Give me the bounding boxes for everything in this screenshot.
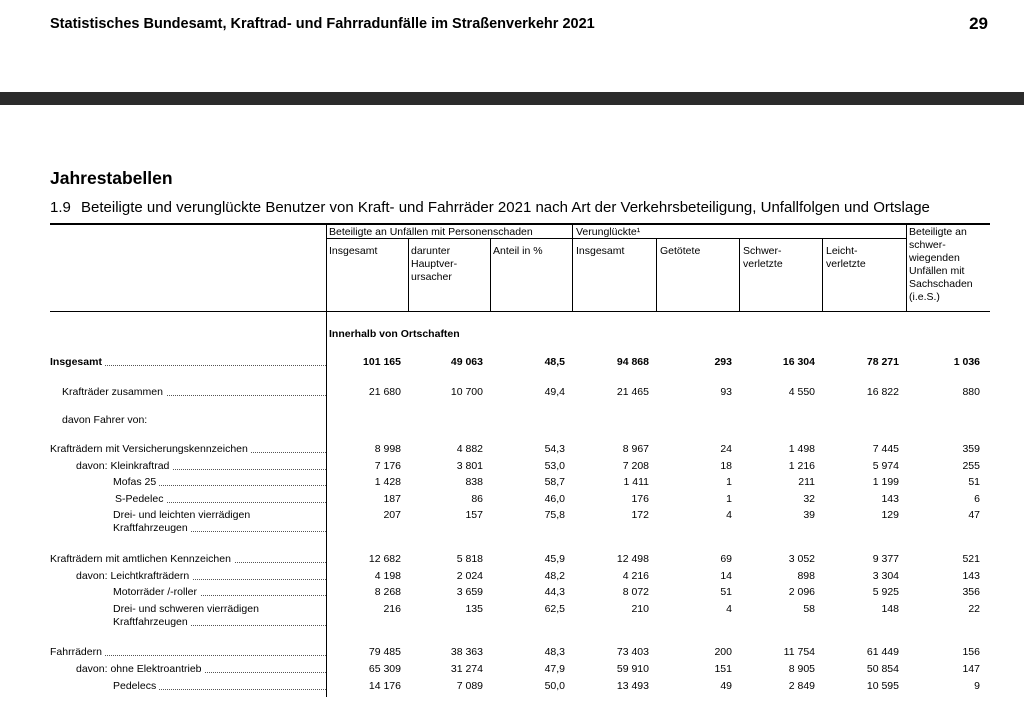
table-cell: 3 304 [872,570,899,582]
table-cell: 22 [968,603,980,615]
table-cell: 1 [726,476,732,488]
table-cell: 50,0 [544,680,565,692]
table-cell: 14 176 [368,680,401,692]
table-cell: 521 [962,553,980,565]
col-divider [326,224,327,312]
row-label: davon: ohne Elektroantrieb [76,663,326,676]
table-cell: 9 377 [872,553,899,565]
table-cell: 32 [803,493,815,505]
table-cell: 359 [962,443,980,455]
table-cell: 18 [720,460,732,472]
col-divider [739,239,740,312]
table-cell: 898 [797,570,815,582]
row-label: Pedelecs [113,680,326,693]
table-cell: 47,9 [544,663,565,675]
table-cell: 1 199 [872,476,899,488]
table-cell: 207 [383,509,401,521]
table-cell: 1 036 [953,356,980,368]
table-cell: 1 216 [788,460,815,472]
table-cell: 216 [383,603,401,615]
table-cell: 75,8 [544,509,565,521]
table-cell: 3 659 [456,586,483,598]
row-label: davon Fahrer von: [62,414,326,427]
table-cell: 8 072 [622,586,649,598]
row-label: S-Pedelec [113,493,326,506]
table-cell: 8 268 [374,586,401,598]
table-cell: 86 [471,493,483,505]
table-cell: 51 [968,476,980,488]
table-cell: 880 [962,386,980,398]
row-label: Drei- und leichten vierrädigen [113,509,326,522]
table-cell: 44,3 [544,586,565,598]
table-cell: 49,4 [544,386,565,398]
table-cell: 4 198 [374,570,401,582]
table-cell: 151 [714,663,732,675]
table-cell: 10 595 [866,680,899,692]
table-cell: 62,5 [544,603,565,615]
table-cell: 24 [720,443,732,455]
table-cell: 38 363 [450,646,483,658]
group-header-beteiligte: Beteiligte an Unfällen mit Personenschaden [329,226,533,238]
header-band [0,92,1024,105]
table-cell: 3 052 [788,553,815,565]
table-cell: 9 [974,680,980,692]
table-cell: 10 700 [450,386,483,398]
table-cell: 61 449 [866,646,899,658]
table-cell: 4 [726,603,732,615]
col-header-sachschaden: Beteiligte an schwer- wiegenden Unfällen mit Sachschaden (i.e.S.) [909,226,973,303]
table-cell: 8 905 [788,663,815,675]
col-header-hauptverursacher: darunter Hauptver- ursacher [411,245,458,283]
table-cell: 1 428 [374,476,401,488]
col-header-insgesamt: Insgesamt [329,245,378,257]
col-divider [822,239,823,312]
table-cell: 4 216 [622,570,649,582]
table-cell: 21 465 [616,386,649,398]
table-cell: 65 309 [368,663,401,675]
table-cell: 8 967 [622,443,649,455]
row-label: Fahrrädern [50,646,326,659]
col-divider [490,239,491,312]
table-cell: 147 [962,663,980,675]
col-divider [572,224,573,312]
table-cell: 210 [631,603,649,615]
row-label: Motorräder /-roller [113,586,326,599]
row-label: Krafträdern mit amtlichen Kennzeichen [50,553,326,566]
table-cell: 8 998 [374,443,401,455]
col-header-verungl-insgesamt: Insgesamt [576,245,625,257]
table-cell: 49 [720,680,732,692]
table-cell: 31 274 [450,663,483,675]
row-label: davon: Leichtkrafträdern [76,570,326,583]
table-cell: 172 [631,509,649,521]
row-label: Drei- und schweren vierrädigen [113,603,326,616]
table-cell: 187 [383,493,401,505]
table-cell: 47 [968,509,980,521]
table-cell: 135 [465,603,483,615]
col-header-getoetete: Getötete [660,245,701,257]
table-cell: 129 [881,509,899,521]
table-cell: 1 498 [788,443,815,455]
table-cell: 293 [714,356,732,368]
section-title: Jahrestabellen [50,168,173,188]
page-number: 29 [969,14,988,33]
table-cell: 356 [962,586,980,598]
table-cell: 11 754 [783,646,815,658]
row-label: Insgesamt [50,356,326,369]
header-bottom-rule [50,311,990,312]
row-label: Krafträder zusammen [62,386,326,399]
table-cell: 156 [962,646,980,658]
table-cell: 59 910 [616,663,649,675]
table-cell: 143 [962,570,980,582]
table-cell: 7 089 [456,680,483,692]
table-title [50,199,930,216]
col-header-schwerverletzte: Schwer- verletzte [743,245,783,270]
table-cell: 53,0 [544,460,565,472]
table-number: 1.9 [50,199,71,216]
table-cell: 4 [726,509,732,521]
row-label: Krafträdern mit Versicherungskennzeichen [50,443,326,456]
table-cell: 48,3 [544,646,565,658]
col-divider [408,239,409,312]
table-cell: 45,9 [544,553,565,565]
table-cell: 2 849 [788,680,815,692]
table-cell: 12 682 [368,553,401,565]
table-cell: 73 403 [616,646,649,658]
col-header-leichtverletzte: Leicht- verletzte [826,245,866,270]
table-title-text: Beteiligte und verunglückte Benutzer von Kraft- und Fahrräder 2021 nach Art der Verkehrsbeteiligung, Unfallfolgen und Ortslage [81,199,930,216]
table-cell: 211 [798,476,815,488]
col-divider [656,239,657,312]
table-cell: 48,2 [544,570,565,582]
table-cell: 58,7 [544,476,565,488]
table-cell: 50 854 [866,663,899,675]
table-cell: 176 [631,493,649,505]
table-cell: 78 271 [866,356,899,368]
table-cell: 46,0 [544,493,565,505]
table-cell: 5 925 [872,586,899,598]
group-header-verunglueckte: Verunglückte¹ [576,226,641,238]
table-top-rule [50,223,990,225]
table-cell: 5 974 [872,460,899,472]
table-cell: 21 680 [368,386,401,398]
table-cell: 838 [465,476,483,488]
table-subheading: Innerhalb von Ortschaften [329,328,460,340]
page-header-title: Statistisches Bundesamt, Kraftrad- und Fahrradunfälle im Straßenverkehr 2021 [50,16,595,32]
row-label: Mofas 25 [113,476,326,489]
table-cell: 13 493 [616,680,649,692]
table-cell: 200 [714,646,732,658]
table-cell: 2 096 [788,586,815,598]
table-cell: 101 165 [363,356,401,368]
table-cell: 148 [881,603,899,615]
table-cell: 7 208 [622,460,649,472]
table-cell: 3 801 [456,460,483,472]
table-cell: 16 822 [866,386,899,398]
table-cell: 4 882 [456,443,483,455]
table-cell: 4 550 [788,386,815,398]
col-header-anteil: Anteil in % [493,245,543,257]
table-cell: 1 411 [623,476,649,488]
table-cell: 7 176 [374,460,401,472]
table-cell: 12 498 [616,553,649,565]
table-cell: 16 304 [782,356,815,368]
table-cell: 54,3 [544,443,565,455]
table-cell: 69 [720,553,732,565]
table-cell: 49 063 [450,356,483,368]
table-cell: 39 [803,509,815,521]
table-cell: 94 868 [616,356,649,368]
table-cell: 48,5 [544,356,565,368]
table-cell: 79 485 [368,646,401,658]
table-cell: 143 [881,493,899,505]
table-cell: 7 445 [872,443,899,455]
table-cell: 58 [803,603,815,615]
table-cell: 51 [720,586,732,598]
row-label: davon: Kleinkraftrad [76,460,326,473]
table-cell: 14 [720,570,732,582]
table-cell: 2 024 [456,570,483,582]
table-cell: 255 [962,460,980,472]
table-cell: 6 [974,493,980,505]
row-label-continuation: Kraftfahrzeugen [113,616,326,629]
table-cell: 1 [726,493,732,505]
table-cell: 5 818 [456,553,483,565]
table-cell: 157 [465,509,483,521]
col-divider [906,224,907,312]
row-label-continuation: Kraftfahrzeugen [113,522,326,535]
table-cell: 93 [720,386,732,398]
